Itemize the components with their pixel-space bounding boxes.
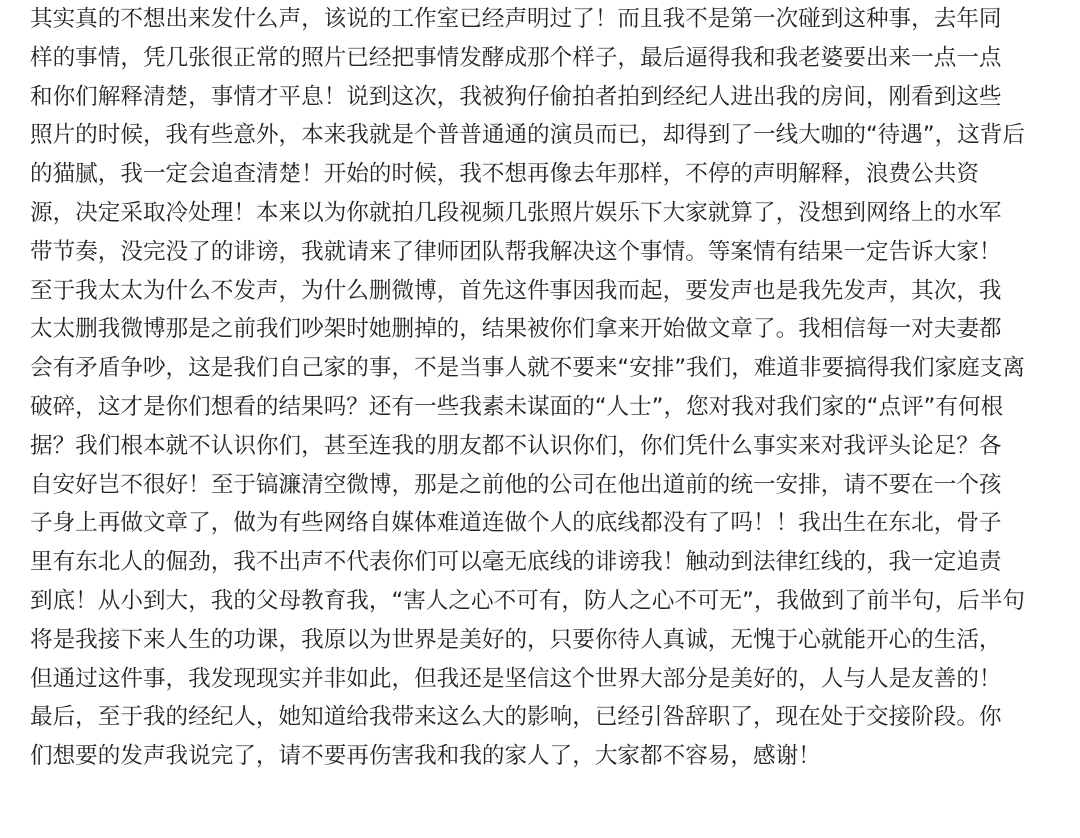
paragraph-line-13: 自安好岂不很好！至于镐濂清空微博，那是之前他的公司在他出道前的统一安排，请不要在一个孩 [30,471,1002,498]
statement-article [30,0,1050,776]
paragraph-line-6: 源，决定采取冷处理！本来以为你就拍几段视频几张照片娱乐下大家就算了，没想到网络上的水军 [30,199,1002,226]
paragraph-line-9: 太太删我微博那是之前我们吵架时她删掉的，结果被你们拿来开始做文章了。我相信每一对夫妻都 [30,316,1002,343]
paragraph-line-3: 和你们解释清楚，事情才平息！说到这次，我被狗仔偷拍者拍到经纪人进出我的房间，刚看到这些 [30,83,1002,110]
paragraph-line-16: 到底！从小到大，我的父母教育我，“害人之心不可有，防人之心不可无”，我做到了前半句，后半句 [30,587,1025,614]
paragraph-line-12: 据？我们根本就不认识你们，甚至连我的朋友都不认识你们，你们凭什么事实来对我评头论足？各 [30,432,1002,459]
paragraph-line-19: 最后，至于我的经纪人，她知道给我带来这么大的影响，已经引咎辞职了，现在处于交接阶段。你 [30,704,1002,731]
paragraph-line-17: 将是我接下来人生的功课，我原以为世界是美好的，只要你待人真诚，无愧于心就能开心的生活， [30,626,1002,653]
paragraph-line-18: 但通过这件事，我发现现实并非如此，但我还是坚信这个世界大部分是美好的，人与人是友善的！ [30,665,1002,692]
paragraph-line-4: 照片的时候，我有些意外，本来我就是个普普通通的演员而已，却得到了一线大咖的“待遇”，这背后 [30,122,1025,149]
paragraph-line-20: 们想要的发声我说完了，请不要再伤害我和我的家人了，大家都不容易，感谢！ [30,743,821,770]
paragraph-line-15: 里有东北人的倔劲，我不出声不代表你们可以毫无底线的诽谤我！触动到法律红线的，我一定追责 [30,549,1002,576]
paragraph-line-2: 样的事情，凭几张很正常的照片已经把事情发酵成那个样子，最后逼得我和我老婆要出来一点一点 [30,44,1002,71]
paragraph-line-5: 的猫腻，我一定会追查清楚！开始的时候，我不想再像去年那样，不停的声明解释，浪费公共资 [30,161,979,188]
paragraph-line-8: 至于我太太为什么不发声，为什么删微博，首先这件事因我而起，要发声也是我先发声，其次，我 [30,277,1002,304]
paragraph-line-14: 子身上再做文章了，做为有些网络自媒体难道连做个人的底线都没有了吗！！我出生在东北，骨子 [30,510,1002,537]
paragraph-line-10: 会有矛盾争吵，这是我们自己家的事，不是当事人就不要来“安排”我们，难道非要搞得我们家庭支离 [30,355,1025,382]
paragraph-line-1: 其实真的不想出来发什么声，该说的工作室已经声明过了！而且我不是第一次碰到这种事，去年同 [30,6,1002,32]
paragraph-line-11: 破碎，这才是你们想看的结果吗？还有一些我素未谋面的“人士”，您对我对我们家的“点评”有何根 [30,393,1004,420]
paragraph-line-7: 带节奏，没完没了的诽谤，我就请来了律师团队帮我解决这个事情。等案情有结果一定告诉大家！ [30,238,1002,265]
